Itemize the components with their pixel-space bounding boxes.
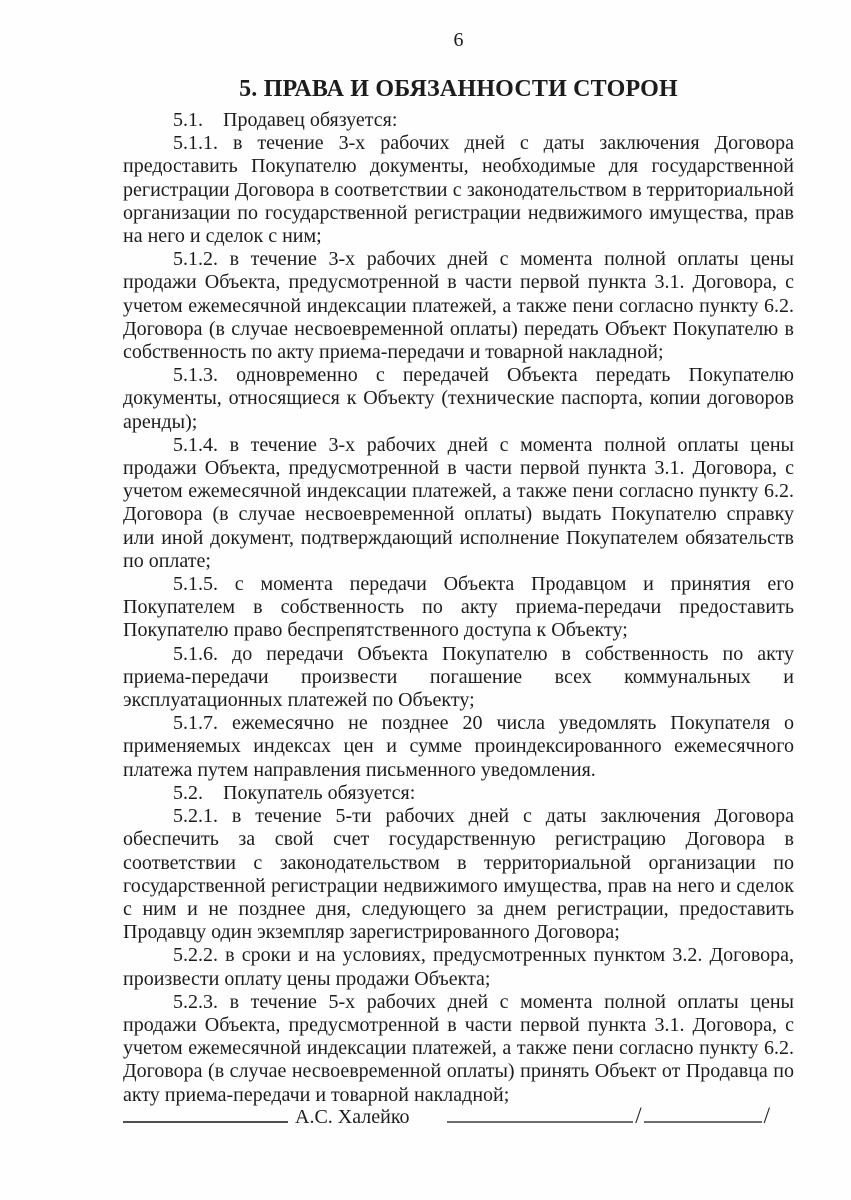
clause-text: Покупатель обязуется: xyxy=(223,781,416,804)
page-number: 6 xyxy=(453,29,464,51)
paragraph-5-1-3 xyxy=(123,364,794,434)
clause-text: с момента передачи Объекта Продавцом и принятия его Покупателем в собственность по акту приема-передачи предоставить Покупателю право беспрепятственного доступа к Объекту; xyxy=(123,573,794,642)
clause-number: 5.2. xyxy=(173,781,203,804)
paragraph-5-1-4 xyxy=(123,434,794,573)
signatory-name: А.С. Халейко xyxy=(295,1106,410,1128)
clause-text: ежемесячно не позднее 20 числа уведомлять Покупателя о применяемых индексах цен и сумме проиндексированного ежемесячного платежа путем направления письменного уведомления. xyxy=(123,712,795,781)
clause-text: Продавец обязуется: xyxy=(223,109,398,131)
clause-number: 5.1.3. xyxy=(173,364,218,387)
clause-text: до передачи Объекта Покупателю в собственность по акту приема-передачи произвести погашение всех коммунальных и эксплуатационных платежей по Объекту; xyxy=(123,642,795,712)
clause-text: в течение 3-х рабочих дней с даты заключения Договора предоставить Покупателю документы, необходимые для государственной регистрации Договора в соответствии с законодательством в территориальной организации по государственной регистрации недвижимого имущества, прав на него и сделок с ним; xyxy=(123,132,795,248)
paragraph-5-2-2 xyxy=(123,944,794,990)
clause-number: 5.2.1. xyxy=(173,805,218,828)
seller-signature-line xyxy=(123,1107,288,1123)
clause-number: 5.1.1. xyxy=(173,132,218,155)
paragraph-5-1-1 xyxy=(123,132,794,248)
paragraph-5-2 xyxy=(123,782,794,805)
clause-number: 5.1.7. xyxy=(173,712,218,735)
buyer-signature-line xyxy=(447,1107,633,1123)
signature-block xyxy=(123,1103,772,1129)
paragraph-5-1 xyxy=(123,109,794,132)
document-body xyxy=(123,109,794,1107)
paragraph-5-1-6 xyxy=(123,643,794,713)
paragraph-5-1-5 xyxy=(123,573,794,643)
paragraph-5-1-2 xyxy=(123,248,794,364)
clause-text: в течение 5-ти рабочих дней с даты заключения Договора обеспечить за свой счет государственную регистрацию Договора в соответствии с законодательством в территориальной организации по государственной регистрации недвижимого имущества, прав на него и сделок с ним и не позднее дня, следующего за днем регистрации, предоставить Продавцу один экземпляр зарегистрированного Договора; xyxy=(123,805,795,944)
paragraph-5-1-7 xyxy=(123,712,794,782)
clause-number: 5.1.2. xyxy=(173,248,218,271)
section-title: 5. ПРАВА И ОБЯЗАННОСТИ СТОРОН xyxy=(239,76,678,102)
paragraph-5-2-1 xyxy=(123,805,794,944)
clause-text: в сроки и на условиях, предусмотренных пунктом 3.2. Договора, произвести оплату цены продажи Объекта; xyxy=(123,944,795,990)
clause-text: одновременно с передачей Объекта передать Покупателю документы, относящиеся к Объекту (технические паспорта, копии договоров аренды); xyxy=(123,364,794,433)
slash-separator: / xyxy=(635,1103,642,1128)
clause-number: 5.1.5. xyxy=(173,573,218,596)
clause-number: 5.2.3. xyxy=(173,990,218,1013)
clause-text: в течение 5-х рабочих дней с момента полной оплаты цены продажи Объекта, предусмотренной в части первой пункта 3.1. Договора, с учетом ежемесячной индексации платежей, а также пени согласно пункту 6.2. Договора (в случае несвоевременной оплаты) принять Объект от Продавца по акту приема-передачи и товарной накладной; xyxy=(123,990,794,1106)
clause-number: 5.1.6. xyxy=(173,642,218,665)
buyer-name-line xyxy=(644,1107,762,1123)
clause-number: 5.1. xyxy=(173,109,203,131)
clause-text: в течение 3-х рабочих дней с момента полной оплаты цены продажи Объекта, предусмотренной в части первой пункта 3.1. Договора, с учетом ежемесячной индексации платежей, а также пени согласно пункту 6.2. Договора (в случае несвоевременной оплаты) выдать Покупателю справку или иной документ, подтверждающий исполнение Покупателем обязательств по оплате; xyxy=(123,433,794,572)
clause-text: в течение 3-х рабочих дней с момента полной оплаты цены продажи Объекта, предусмотренной в части первой пункта 3.1. Договора, с учетом ежемесячной индексации платежей, а также пени согласно пункту 6.2. Договора (в случае несвоевременной оплаты) передать Объект Покупателю в собственность по акту приема-передачи и товарной накладной; xyxy=(123,248,794,364)
paragraph-5-2-3 xyxy=(123,991,794,1107)
slash-separator: / xyxy=(763,1103,770,1128)
clause-number: 5.2.2. xyxy=(173,944,218,967)
clause-number: 5.1.4. xyxy=(173,433,218,456)
